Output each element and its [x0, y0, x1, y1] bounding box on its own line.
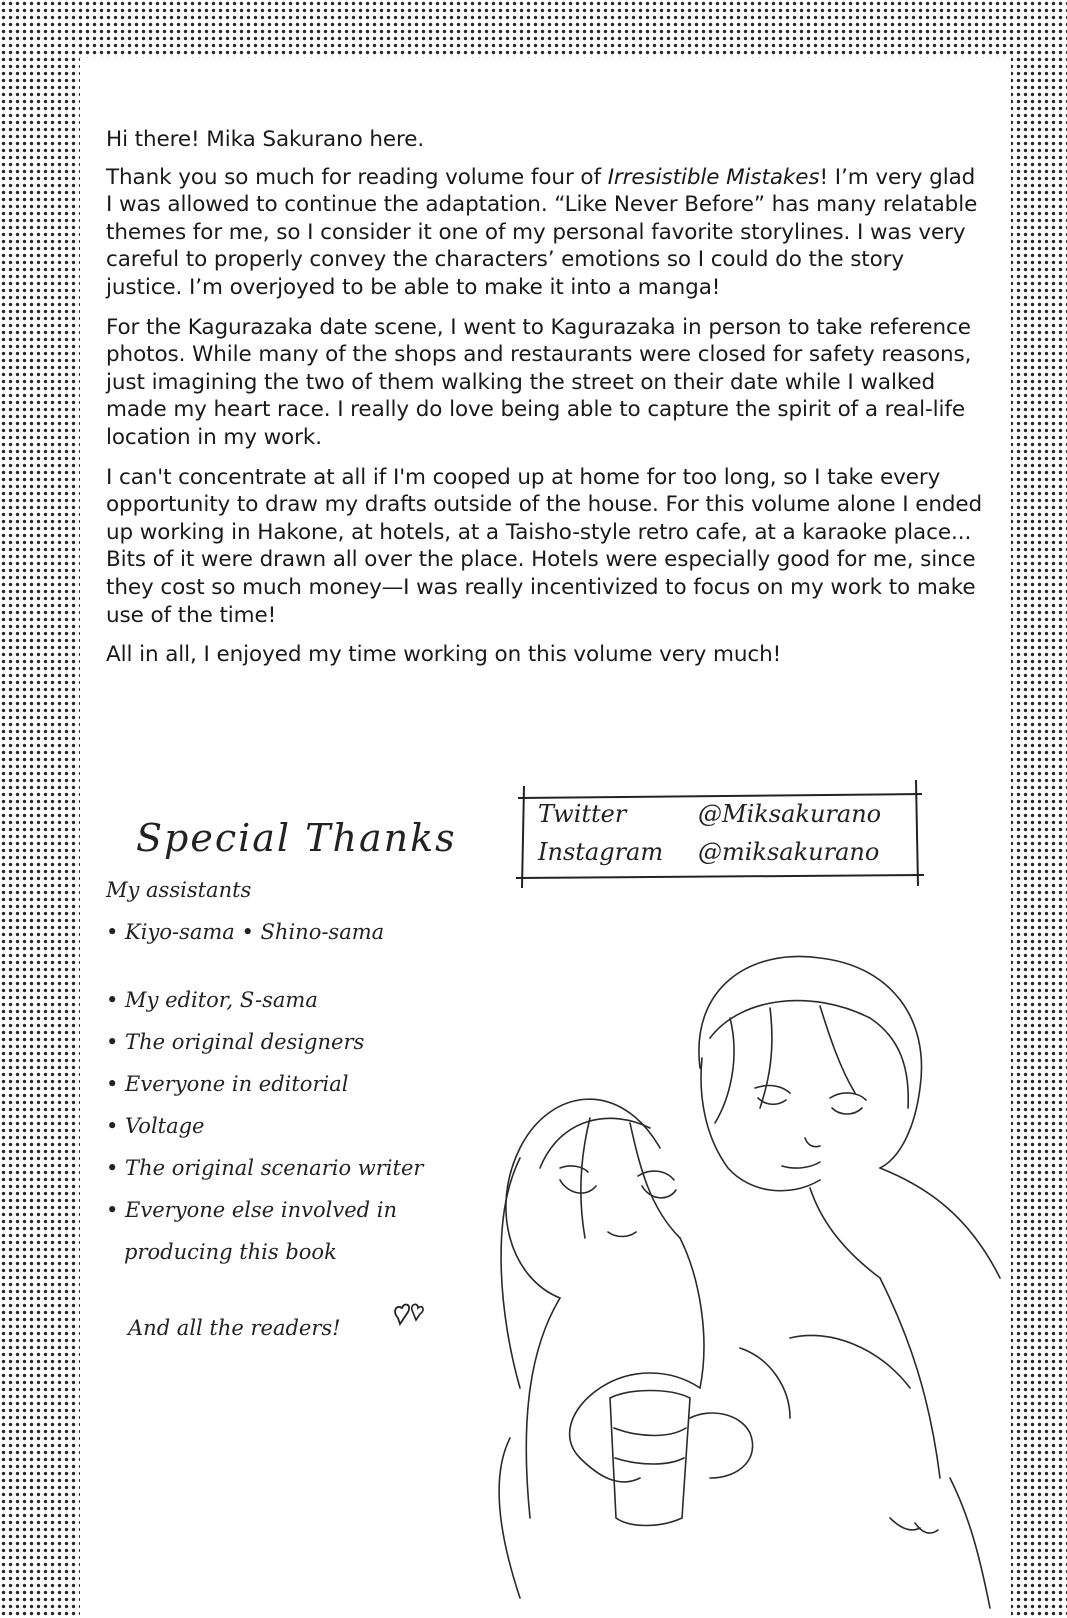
thanks-closing: And all the readers!: [128, 1316, 341, 1340]
couple-sketch-illustration: [410, 918, 1010, 1618]
social-media-box: [510, 778, 930, 888]
thanks-item: • Voltage: [106, 1114, 205, 1138]
instagram-label: Instagram: [538, 838, 664, 866]
twitter-handle: @Miksakurano: [698, 800, 882, 828]
assistants-heading: My assistants: [106, 878, 252, 902]
page-panel: [80, 58, 1011, 1618]
paragraph-1-intro: Thank you so much for reading volume four of: [106, 164, 608, 190]
social-box-frame: [510, 778, 930, 888]
thanks-item: • The original scenario writer: [106, 1156, 424, 1180]
thanks-item: producing this book: [124, 1240, 337, 1264]
paragraph-2: For the Kagurazaka date scene, I went to Kagurazaka in person to take reference photos. While many of the shops and restaurants were closed for safety reasons, just imagining the two of them walking the street on their date while I walked made my heart race. I really do love being able to capture the spirit of a real-life location in my work.: [106, 314, 972, 450]
twitter-label: Twitter: [538, 800, 627, 828]
thanks-item: • The original designers: [106, 1030, 365, 1054]
series-title: Irresistible Mistakes: [607, 164, 820, 190]
afterword-letter: [106, 126, 986, 681]
instagram-handle: @miksakurano: [698, 838, 880, 866]
assistants-names: • Kiyo-sama • Shino-sama: [106, 920, 385, 944]
thanks-item: • Everyone else involved in: [106, 1198, 397, 1222]
social-row-instagram: [538, 838, 879, 866]
paragraph-1-body: ! I’m very glad I was allowed to continue the adaptation. “Like Never Before” has many relatable themes for me, so I consider it one of my personal favorite storylines. I was very careful to properly convey the characters’ emotions so I could do the story justice. I’m overjoyed to be able to make it into a manga!: [106, 164, 978, 300]
paragraph-4: All in all, I enjoyed my time working on this volume very much!: [106, 642, 782, 668]
paragraph-1: [106, 164, 986, 302]
thanks-item: • Everyone in editorial: [106, 1072, 349, 1096]
greeting: Hi there! Mika Sakurano here.: [106, 127, 425, 152]
social-row-twitter: [538, 800, 881, 828]
thanks-item: • My editor, S-sama: [106, 988, 318, 1012]
special-thanks-title: Special Thanks: [136, 816, 457, 860]
paragraph-3: I can't concentrate at all if I'm cooped up at home for too long, so I take every opportunity to draw my drafts outside of the house. For this volume alone I ended up working in Hakone, at hotels, at a Taisho-style retro cafe, at a karaoke place... Bits of it were drawn all over the place. Hotels were especially good for me, since they cost so much money—I was really incentivized to focus on my work to make use of the time!: [106, 464, 983, 628]
